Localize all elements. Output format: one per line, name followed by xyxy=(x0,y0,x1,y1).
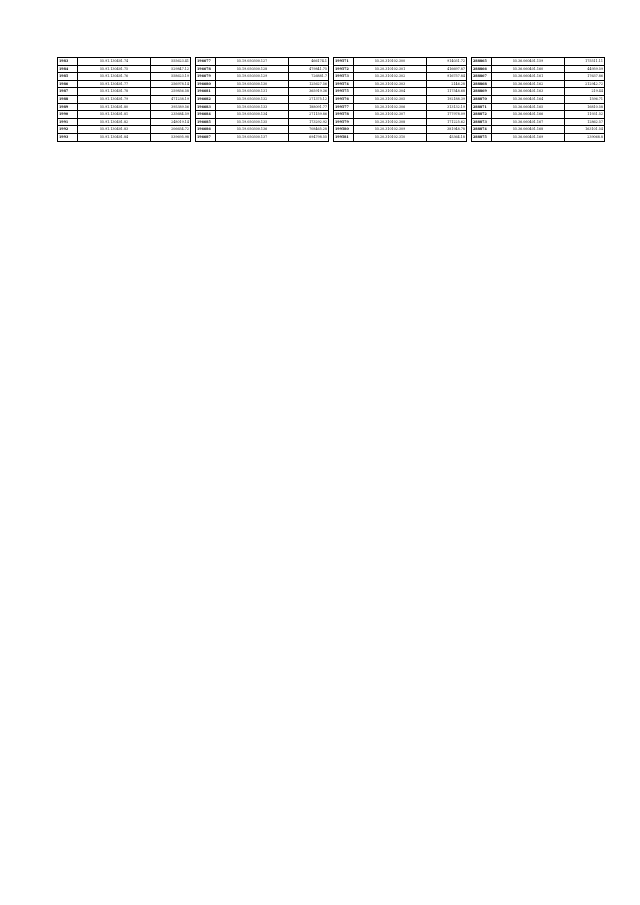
table-row xyxy=(58,80,191,88)
table-row xyxy=(472,65,605,73)
account-code: 55.36.060401.167 xyxy=(492,118,565,126)
ledger-table-3 xyxy=(333,57,467,142)
table-row xyxy=(196,88,329,96)
row-number: 288867 xyxy=(472,73,492,81)
table-row xyxy=(196,73,329,81)
amount: 479841.75 xyxy=(289,65,329,73)
row-number: 1991 xyxy=(58,118,78,126)
row-number: 288870 xyxy=(472,95,492,103)
row-number: 199573 xyxy=(334,73,354,81)
account-code: 55.36.060401.163 xyxy=(492,88,565,96)
row-number: 196686 xyxy=(196,126,216,134)
account-code: 55.19.050300.135 xyxy=(216,118,289,126)
table-row xyxy=(58,103,191,111)
amount: 259856.58 xyxy=(151,88,191,96)
row-number: 288865 xyxy=(472,58,492,66)
row-number: 196683 xyxy=(196,103,216,111)
account-code: 55.20.310102.306 xyxy=(354,103,427,111)
table-row xyxy=(334,111,467,119)
amount: 44959.59 xyxy=(565,65,605,73)
row-number: 196682 xyxy=(196,95,216,103)
table-row xyxy=(334,88,467,96)
amount: 12862.57 xyxy=(565,118,605,126)
account-code: 55.19.050300.132 xyxy=(216,95,289,103)
amount: 2146.28 xyxy=(427,80,467,88)
table-row xyxy=(196,126,329,134)
row-number: 288874 xyxy=(472,126,492,134)
amount: 17637.86 xyxy=(565,73,605,81)
amount: 173292.92 xyxy=(289,118,329,126)
amount: 726881.7 xyxy=(289,73,329,81)
amount: 177978.09 xyxy=(427,111,467,119)
account-code: 55.91.130401.78 xyxy=(78,88,151,96)
row-number: 1988 xyxy=(58,95,78,103)
amount: 558623.19 xyxy=(151,73,191,81)
row-number: 199581 xyxy=(334,133,354,141)
amount: 381948.78 xyxy=(427,126,467,134)
amount: 256978.14 xyxy=(151,80,191,88)
table-row xyxy=(334,73,467,81)
table-row xyxy=(334,126,467,134)
account-code: 55.36.060401.161 xyxy=(492,73,565,81)
table-row xyxy=(58,95,191,103)
table-row xyxy=(472,133,605,141)
row-number: 196684 xyxy=(196,111,216,119)
account-code: 55.19.050300.128 xyxy=(216,65,289,73)
row-number: 288866 xyxy=(472,65,492,73)
ledger-table-1 xyxy=(57,57,191,142)
table-row xyxy=(58,58,191,66)
ledger-columns xyxy=(57,57,603,142)
ledger-table-4 xyxy=(471,57,605,142)
amount: 192188.39 xyxy=(427,95,467,103)
table-row xyxy=(196,80,329,88)
account-code: 55.20.310102.305 xyxy=(354,95,427,103)
amount: 271159.86 xyxy=(289,111,329,119)
amount: 914031.72 xyxy=(427,58,467,66)
account-code: 55.19.050300.134 xyxy=(216,111,289,119)
account-code: 55.20.310102.310 xyxy=(354,133,427,141)
row-number: 1987 xyxy=(58,88,78,96)
table-row xyxy=(334,133,467,141)
amount: 206654.72 xyxy=(151,126,191,134)
row-number: 288873 xyxy=(472,118,492,126)
table-row xyxy=(58,118,191,126)
account-code: 55.91.130401.77 xyxy=(78,80,151,88)
amount: 212942.72 xyxy=(565,80,605,88)
account-code: 55.91.130401.76 xyxy=(78,73,151,81)
row-number: 288872 xyxy=(472,111,492,119)
row-number: 1983 xyxy=(58,58,78,66)
account-code: 55.20.310102.307 xyxy=(354,111,427,119)
account-code: 55.20.310102.300 xyxy=(354,58,427,66)
account-code: 55.19.050300.129 xyxy=(216,73,289,81)
amount: 11931.52 xyxy=(565,111,605,119)
account-code: 55.91.130401.81 xyxy=(78,111,151,119)
account-code: 55.36.060401.166 xyxy=(492,111,565,119)
table-row xyxy=(334,103,467,111)
amount: 916757.84 xyxy=(427,73,467,81)
amount: 271375.12 xyxy=(289,95,329,103)
row-number: 1986 xyxy=(58,80,78,88)
table-row xyxy=(472,88,605,96)
amount: 313132.19 xyxy=(427,103,467,111)
table-row xyxy=(472,58,605,66)
table-row xyxy=(196,118,329,126)
table-row xyxy=(334,95,467,103)
account-code: 55.91.130401.84 xyxy=(78,133,151,141)
table-row xyxy=(196,111,329,119)
table-row xyxy=(196,133,329,141)
account-code: 55.91.130401.79 xyxy=(78,95,151,103)
table-row xyxy=(472,111,605,119)
row-number: 196685 xyxy=(196,118,216,126)
amount: 365919.36 xyxy=(289,88,329,96)
row-number: 1993 xyxy=(58,133,78,141)
table-row xyxy=(58,88,191,96)
row-number: 199578 xyxy=(334,111,354,119)
table-row xyxy=(58,126,191,134)
row-number: 196680 xyxy=(196,80,216,88)
account-code: 55.20.310102.308 xyxy=(354,118,427,126)
table-row xyxy=(58,111,191,119)
table-row xyxy=(334,58,467,66)
table-row xyxy=(334,80,467,88)
table-row xyxy=(196,65,329,73)
amount: 248019.14 xyxy=(151,118,191,126)
table-row xyxy=(472,80,605,88)
account-code: 55.91.130401.82 xyxy=(78,118,151,126)
amount: 416697.87 xyxy=(427,65,467,73)
amount: 163101.54 xyxy=(565,126,605,134)
table-row xyxy=(58,73,191,81)
row-number: 199572 xyxy=(334,65,354,73)
account-code: 55.19.050300.136 xyxy=(216,126,289,134)
account-code: 55.36.060401.165 xyxy=(492,103,565,111)
account-code: 55.19.050300.133 xyxy=(216,103,289,111)
row-number: 199577 xyxy=(334,103,354,111)
row-number: 288869 xyxy=(472,88,492,96)
amount: 45364.18 xyxy=(427,133,467,141)
amount: 708465.28 xyxy=(289,126,329,134)
amount: 239068.8 xyxy=(565,133,605,141)
table-row xyxy=(472,126,605,134)
account-code: 55.91.130401.74 xyxy=(78,58,151,66)
account-code: 55.91.130401.80 xyxy=(78,103,151,111)
row-number: 196681 xyxy=(196,88,216,96)
account-code: 55.19.050300.130 xyxy=(216,80,289,88)
account-code: 55.20.310102.304 xyxy=(354,88,427,96)
row-number: 199571 xyxy=(334,58,354,66)
account-code: 55.20.310102.301 xyxy=(354,65,427,73)
amount: 16810.58 xyxy=(565,103,605,111)
row-number: 1985 xyxy=(58,73,78,81)
row-number: 196687 xyxy=(196,133,216,141)
amount: 555623.41 xyxy=(151,58,191,66)
table-row xyxy=(334,118,467,126)
table-row xyxy=(472,103,605,111)
amount: 219.44 xyxy=(565,88,605,96)
row-number: 199580 xyxy=(334,126,354,134)
row-number: 196677 xyxy=(196,58,216,66)
row-number: 288875 xyxy=(472,133,492,141)
account-code: 55.36.060401.160 xyxy=(492,65,565,73)
table-row xyxy=(196,95,329,103)
account-code: 55.36.060401.162 xyxy=(492,80,565,88)
table-row xyxy=(58,133,191,141)
account-code: 55.19.050300.131 xyxy=(216,88,289,96)
row-number: 199579 xyxy=(334,118,354,126)
table-row xyxy=(196,58,329,66)
amount: 171225.62 xyxy=(427,118,467,126)
amount: 175511.11 xyxy=(565,58,605,66)
amount: 471238.19 xyxy=(151,95,191,103)
account-code: 55.19.050300.127 xyxy=(216,58,289,66)
table-row xyxy=(334,65,467,73)
account-code: 55.20.310102.302 xyxy=(354,73,427,81)
account-code: 55.91.130401.83 xyxy=(78,126,151,134)
row-number: 199574 xyxy=(334,80,354,88)
amount: 466174.1 xyxy=(289,58,329,66)
row-number: 196679 xyxy=(196,73,216,81)
amount: 235684.59 xyxy=(151,111,191,119)
account-code: 55.36.060401.164 xyxy=(492,95,565,103)
account-code: 55.20.310102.303 xyxy=(354,80,427,88)
account-code: 55.91.130401.75 xyxy=(78,65,151,73)
row-number: 199576 xyxy=(334,95,354,103)
row-number: 288868 xyxy=(472,80,492,88)
row-number: 196678 xyxy=(196,65,216,73)
table-row xyxy=(472,73,605,81)
amount: 395389.56 xyxy=(151,103,191,111)
amount: 188091.77 xyxy=(289,103,329,111)
amount: 117548.68 xyxy=(427,88,467,96)
table-row xyxy=(196,103,329,111)
table-row xyxy=(472,95,605,103)
amount: 1596.71 xyxy=(565,95,605,103)
account-code: 55.36.060401.169 xyxy=(492,133,565,141)
account-code: 55.36.060401.159 xyxy=(492,58,565,66)
row-number: 1990 xyxy=(58,111,78,119)
account-code: 55.19.050300.137 xyxy=(216,133,289,141)
table-row xyxy=(472,118,605,126)
amount: 125627.56 xyxy=(289,80,329,88)
row-number: 1989 xyxy=(58,103,78,111)
ledger-table-2 xyxy=(195,57,329,142)
account-code: 55.36.060401.168 xyxy=(492,126,565,134)
row-number: 1992 xyxy=(58,126,78,134)
row-number: 288871 xyxy=(472,103,492,111)
row-number: 1984 xyxy=(58,65,78,73)
ledger-page xyxy=(57,57,603,142)
account-code: 55.20.310102.309 xyxy=(354,126,427,134)
amount: 529847.12 xyxy=(151,65,191,73)
row-number: 199575 xyxy=(334,88,354,96)
amount: 539695.98 xyxy=(151,133,191,141)
table-row xyxy=(58,65,191,73)
amount: 694798.55 xyxy=(289,133,329,141)
